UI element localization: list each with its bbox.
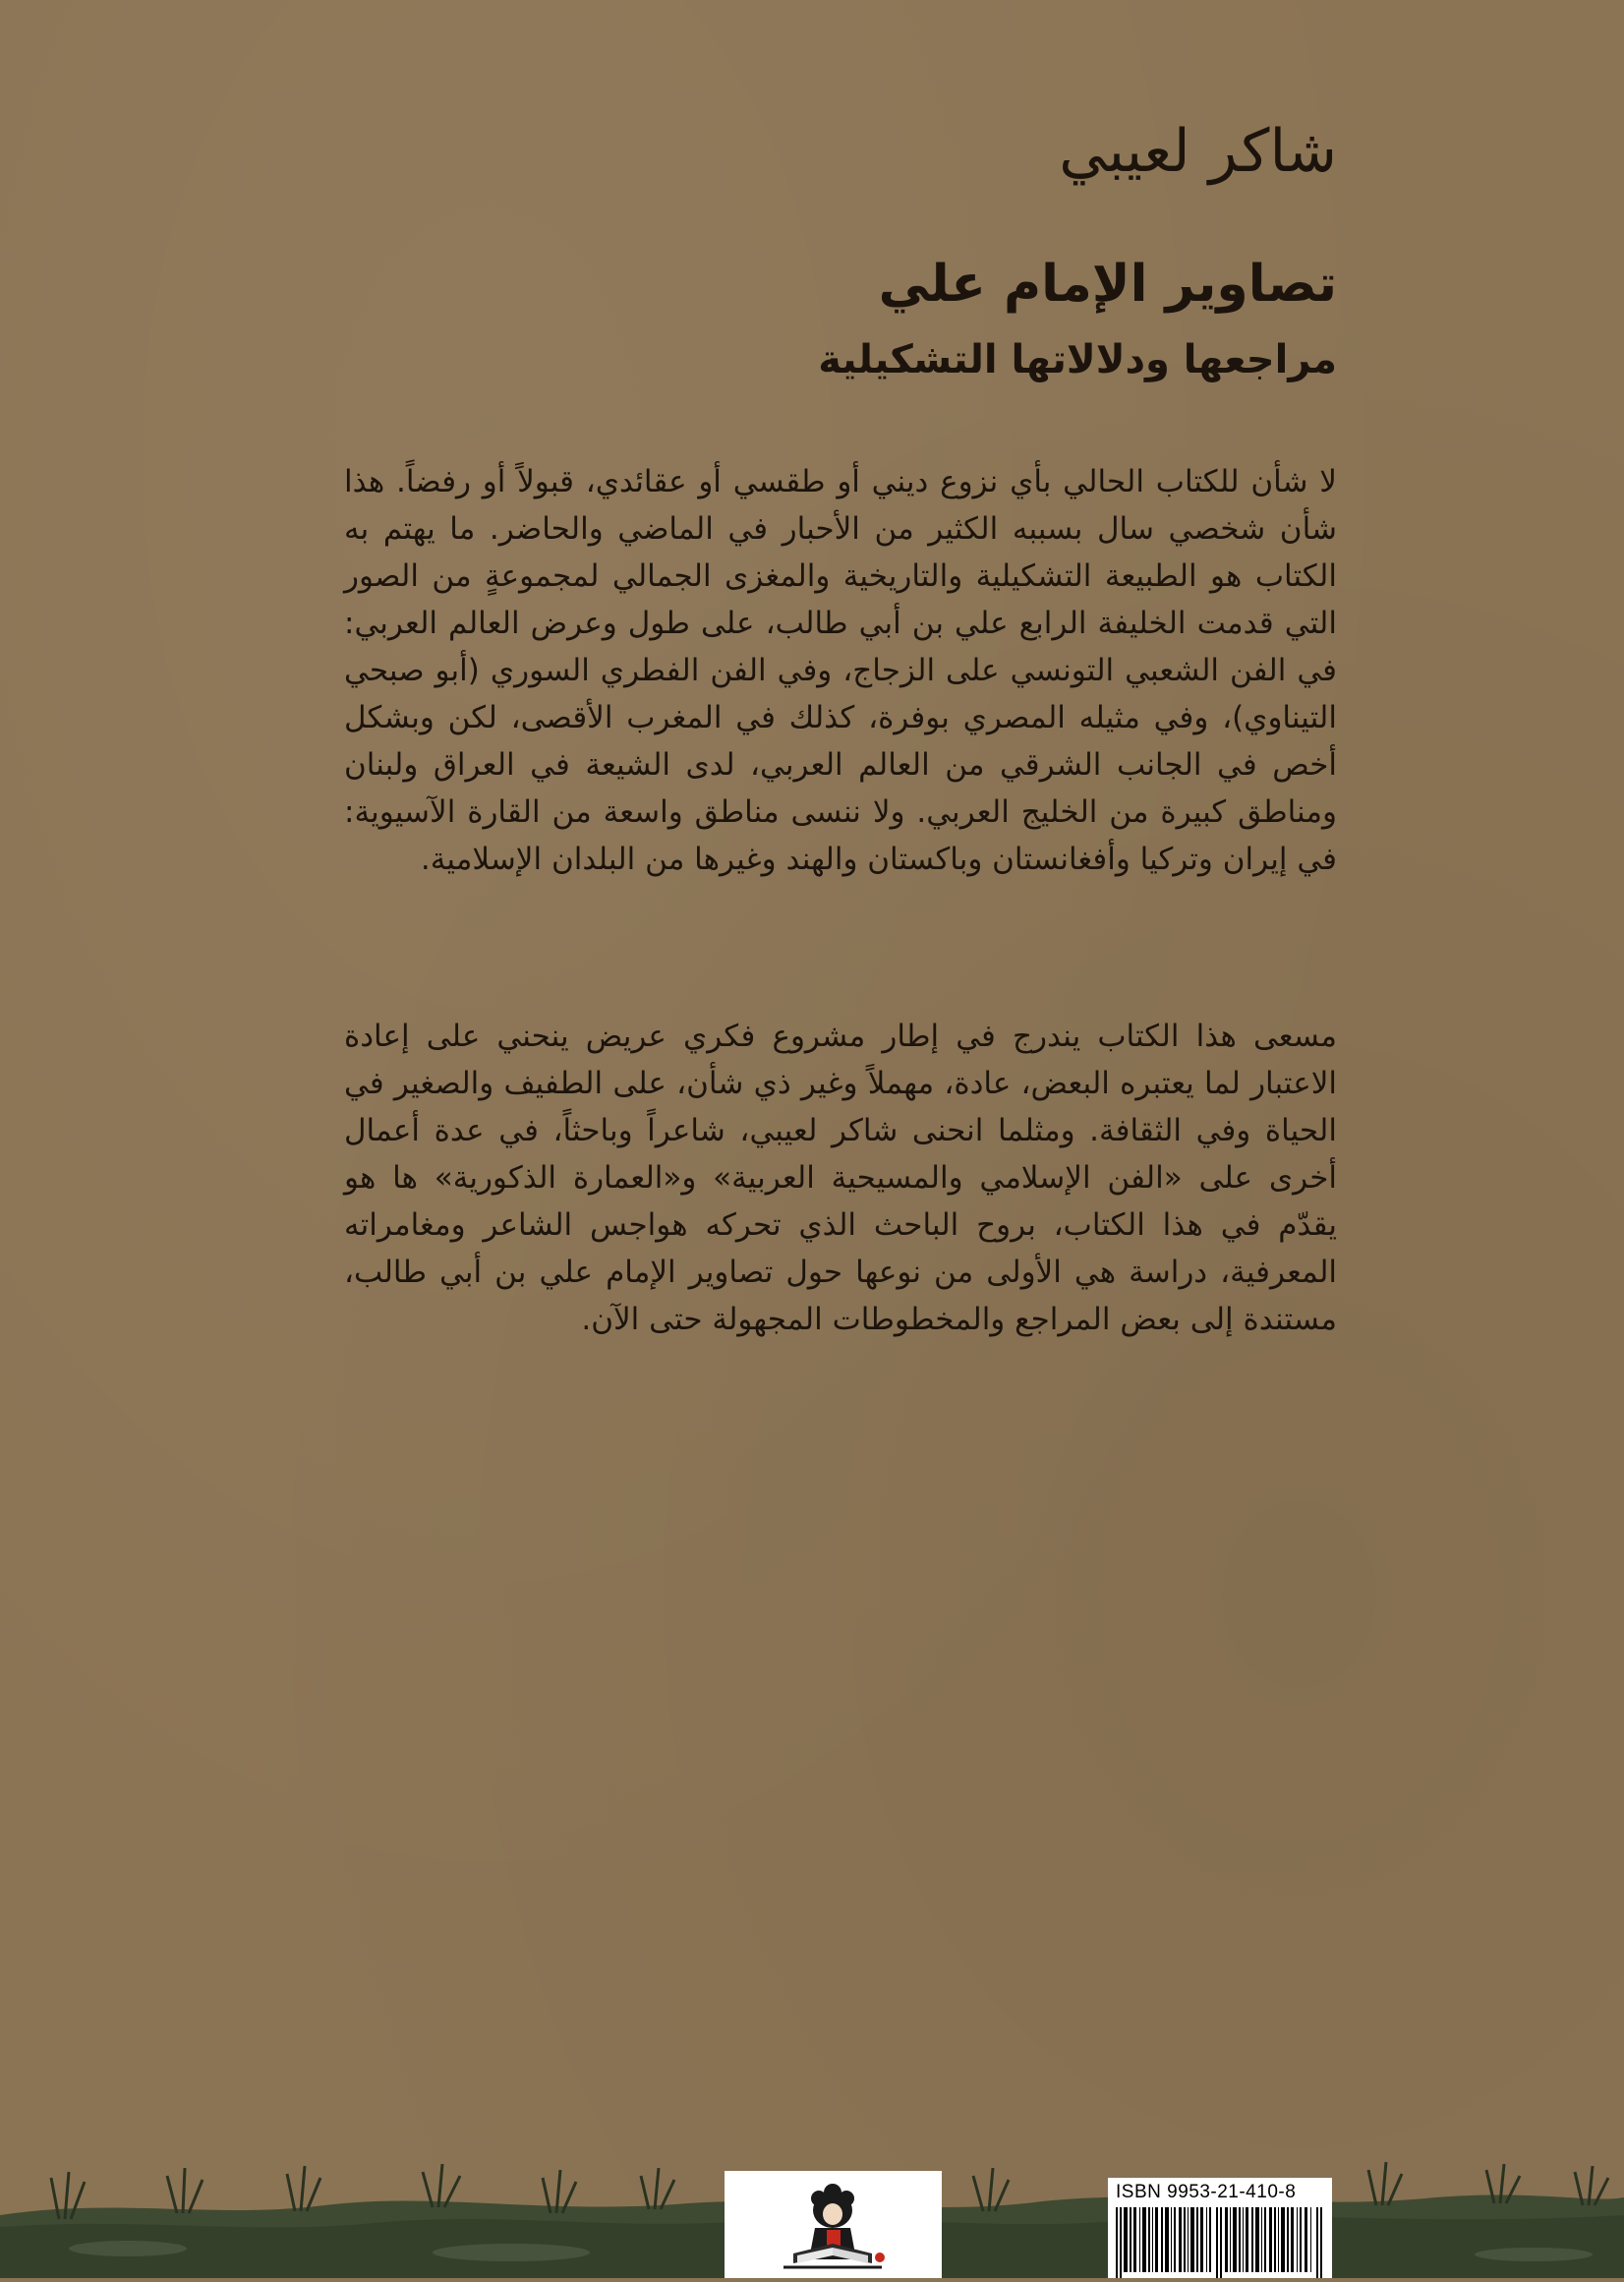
blurb-paragraph-2: مسعى هذا الكتاب يندرج في إطار مشروع فكري عريض ينحني على إعادة الاعتبار لما يعتبره البعض، عادة، مهملاً وغير ذي شأن، على الطفيف والصغير في الحياة وفي الثقافة. ومثلما انحنى شاكر لعيبي، شاعراً وباحثاً، في عدة أعمال أخرى على «الفن الإسلامي والمسيحية العربية» و«العمارة الذكورية» ها هو يقدّم في هذا الكتاب، بروح الباحث الذي تحركه هواجس الشاعر ومغامراته المعرفية، دراسة هي الأولى من نوعها حول تصاوير الإمام علي بن أبي طالب، مستندة إلى بعض المراجع والمخطوطات المجهولة حتى الآن. [344, 1019, 1337, 1337]
figure-reading-icon [725, 2171, 942, 2278]
publisher-logo [725, 2171, 942, 2278]
isbn-label: ISBN 9953-21-410-8 [1116, 2182, 1297, 2202]
barcode-icon [1114, 2207, 1326, 2278]
book-title: تصاوير الإمام علي [878, 255, 1337, 314]
author-name: شاكر لعيبي [1059, 117, 1337, 186]
blurb-paragraph-1: لا شأن للكتاب الحالي بأي نزوع ديني أو طقسي أو عقائدي، قبولاً أو رفضاً. هذا شأن شخصي سال بسببه الكثير من الأحبار في الماضي والحاضر. ما يهتم به الكتاب هو الطبيعة التشكيلية والتاريخية والمغزى الجمالي لمجموعةٍ من الصور التي قدمت الخليفة الرابع علي بن أبي طالب، على طول وعرض العالم العربي: في الفن الشعبي التونسي على الزجاج، وفي الفن الفطري السوري (أبو صبحي التيناوي)، وفي مثيله المصري بوفرة، كذلك في المغرب الأقصى، لكن وبشكل أخص في الجانب الشرقي من العالم العربي، لدى الشيعة في العراق ولبنان ومناطق كبيرة من الخليج العربي. ولا ننسى مناطق واسعة من القارة الآسيوية: في إيران وتركيا وأفغانستان وباكستان والهند وغيرها من البلدان الإسلامية. [344, 464, 1337, 877]
book-subtitle: مراجعها ودلالاتها التشكيلية [818, 337, 1337, 382]
isbn-barcode [1108, 2178, 1332, 2278]
